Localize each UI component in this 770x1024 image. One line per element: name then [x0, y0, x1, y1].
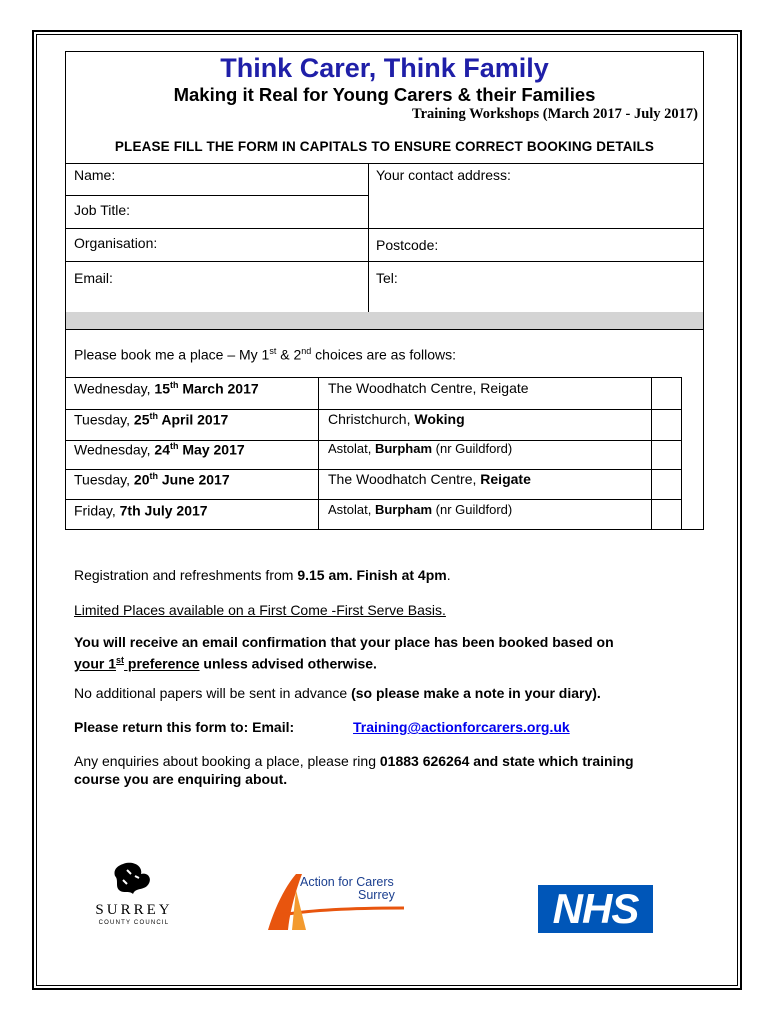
contact-address-field[interactable]: Your contact address:: [376, 167, 511, 183]
session-date: Tuesday, 20th June 2017: [74, 471, 230, 488]
nhs-logo: NHS: [538, 885, 653, 933]
page-title: Think Carer, Think Family: [220, 53, 549, 83]
registration-info: Registration and refreshments from 9.15 am. Finish at 4pm.: [74, 567, 451, 583]
tel-field[interactable]: Tel:: [376, 270, 398, 286]
name-field[interactable]: Name:: [74, 167, 116, 183]
email-field[interactable]: Email:: [74, 270, 113, 286]
table-border: [65, 499, 682, 500]
table-border: [318, 377, 319, 530]
session-venue: Astolat, Burpham (nr Guildford): [328, 502, 513, 517]
action-for-carers-logo: [266, 870, 406, 932]
capitals-instruction: PLEASE FILL THE FORM IN CAPITALS TO ENSURE CORRECT BOOKING DETAILS: [114, 139, 655, 154]
session-choice-box[interactable]: [652, 409, 681, 439]
table-border: [65, 377, 682, 378]
organisation-field[interactable]: Organisation:: [74, 235, 158, 251]
session-venue: Astolat, Burpham (nr Guildford): [328, 441, 513, 456]
session-choice-box[interactable]: [652, 500, 681, 529]
surrey-logo-subtext: COUNTY COUNCIL: [98, 920, 170, 926]
form-divider: [65, 329, 704, 330]
workshop-dates: Training Workshops (March 2017 - July 2017): [411, 106, 698, 122]
choices-instruction: Please book me a place – My 1st & 2nd choices are as follows:: [74, 346, 457, 363]
surrey-county-council-logo: [93, 860, 175, 926]
form-divider: [65, 228, 704, 229]
postcode-field[interactable]: Postcode:: [376, 237, 439, 253]
table-border: [65, 409, 682, 410]
session-choice-box[interactable]: [652, 469, 681, 499]
surrey-logo-text: SURREY: [95, 902, 173, 918]
training-email-link[interactable]: Training@actionforcarers.org.uk: [353, 719, 570, 735]
table-border: [681, 377, 682, 530]
limited-places-note: Limited Places available on a First Come -First Serve Basis.: [74, 602, 446, 618]
form-divider: [65, 261, 704, 262]
session-venue: Christchurch, Woking: [328, 411, 465, 427]
session-date: Wednesday, 24th May 2017: [74, 441, 245, 458]
session-venue: The Woodhatch Centre, Reigate: [328, 380, 529, 396]
return-form-label: Please return this form to: Email:: [74, 719, 295, 735]
table-border: [65, 469, 682, 470]
afc-logo-line2: Surrey: [358, 888, 395, 902]
confirmation-note: You will receive an email confirmation that your place has been booked based on your 1st preference unless advised otherwise.: [74, 634, 614, 672]
form-divider: [65, 195, 368, 196]
page-subtitle: Making it Real for Young Carers & their Families: [173, 84, 596, 105]
job-title-field[interactable]: Job Title:: [74, 202, 131, 218]
form-divider: [65, 163, 704, 164]
papers-note: No additional papers will be sent in advance (so please make a note in your diary).: [74, 685, 601, 701]
session-date: Wednesday, 15th March 2017: [74, 380, 259, 397]
action-for-carers-emblem-icon: [266, 870, 406, 932]
enquiries-note: Any enquiries about booking a place, please ring 01883 626264 and state which training course you are enquiring about.: [74, 753, 634, 787]
form-separator-band: [66, 312, 703, 329]
surrey-emblem-icon: [93, 860, 175, 926]
session-venue: The Woodhatch Centre, Reigate: [328, 471, 531, 487]
session-choice-box[interactable]: [652, 439, 681, 469]
form-divider: [368, 163, 369, 312]
afc-logo-line1: Action for Carers: [300, 875, 394, 889]
session-choice-box[interactable]: [652, 378, 681, 408]
session-date: Friday, 7th July 2017: [74, 502, 208, 519]
session-date: Tuesday, 25th April 2017: [74, 411, 229, 428]
